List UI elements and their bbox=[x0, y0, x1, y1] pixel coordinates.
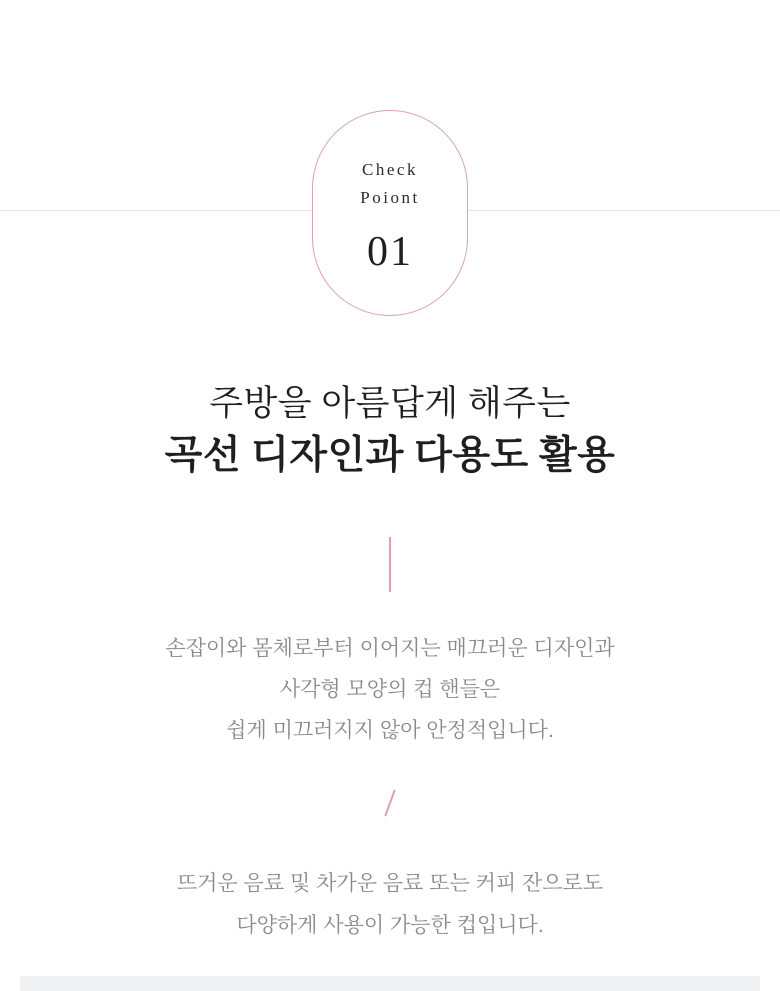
badge-word-poiont: Poiont bbox=[360, 188, 420, 207]
heading-line-1: 주방을 아름답게 해주는 bbox=[209, 384, 571, 423]
paragraph1-line-2: 사각형 모양의 컵 핸들은 bbox=[279, 678, 501, 701]
description-paragraph-2 bbox=[0, 863, 780, 947]
section-heading bbox=[0, 380, 780, 484]
paragraph2-line-1: 뜨거운 음료 및 차가운 음료 또는 커피 잔으로도 bbox=[176, 872, 604, 895]
vertical-divider bbox=[389, 537, 391, 592]
bottom-strip bbox=[20, 976, 760, 991]
badge-word-check: Check bbox=[362, 160, 418, 179]
heading-line-2: 곡선 디자인과 다용도 활용 bbox=[164, 434, 616, 477]
description-paragraph-1 bbox=[0, 628, 780, 751]
check-point-badge bbox=[312, 110, 468, 316]
paragraph2-line-2: 다양하게 사용이 가능한 컵입니다. bbox=[236, 914, 544, 937]
slash-stroke bbox=[384, 790, 395, 817]
paragraph1-line-1: 손잡이와 몸체로부터 이어지는 매끄러운 디자인과 bbox=[165, 637, 615, 660]
badge-number: 01 bbox=[367, 229, 413, 275]
paragraph1-line-3: 쉽게 미끄러지지 않아 안정적입니다. bbox=[226, 719, 554, 742]
